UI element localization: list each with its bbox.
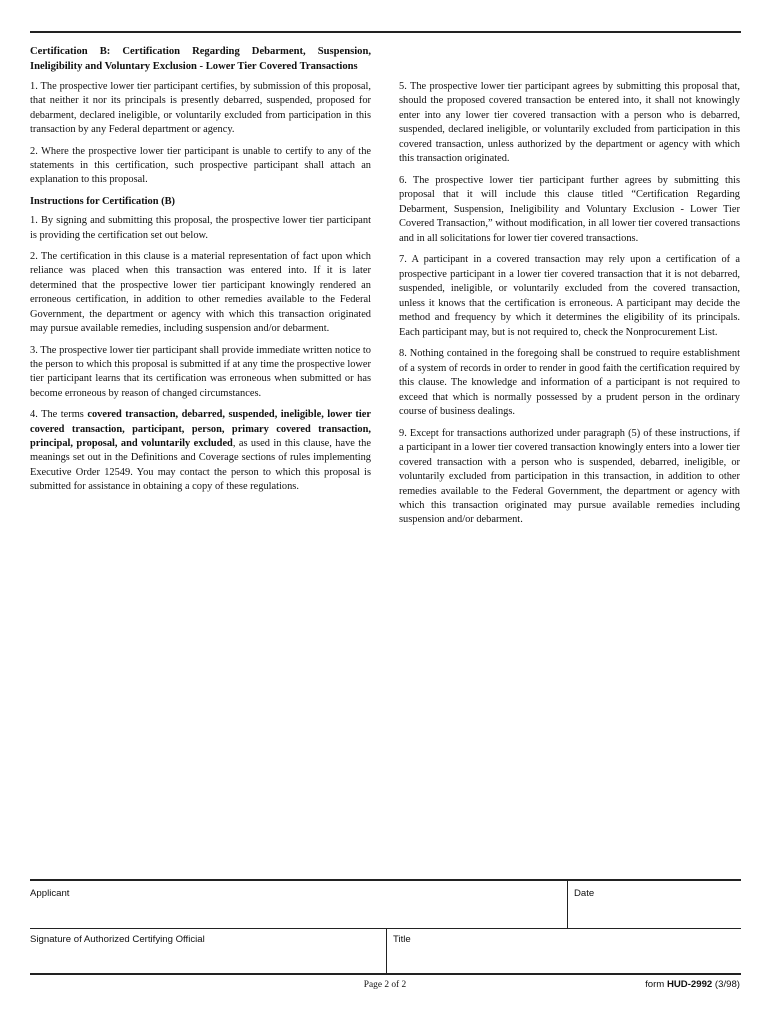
signature-block [30,879,741,975]
instruction-3: 3. The prospective lower tier participant shall provide immediate written notice to the person to which this proposal is submitted if at any time the prospective lower tier participant learns that its certification was erroneous when submitted or has become erroneous by reason of changed circumstances. [30,344,371,399]
instruction-5: 5. The prospective lower tier participant agrees by submitting this proposal that, should the proposed covered transaction be entered into, it shall not knowingly enter into any lower tier covered transaction with a person who is debarred, suspended, declared ineligible, or voluntarily excluded from participation in this covered transaction, unless authorized by the department or agency with which this transaction originated. [399,81,740,165]
signature-field-label: Signature of Authorized Certifying Official [30,934,205,945]
title-field-label: Title [393,934,411,945]
form-id: HUD-2992 [666,979,713,990]
form-identifier [600,979,740,990]
instruction-4 [30,408,371,494]
date-field-label: Date [574,888,595,899]
certification-paragraph-1: 1. The prospective lower tier participant certifies, by submission of this proposal, that neither it nor its principals is presently debarred, suspended, proposed for debarment, declared ineligible, or voluntarily excluded from participation in this transaction by any Federal department or agency. [30,81,371,136]
instruction-4-terms: covered transaction, debarred, suspended, ineligible, lower tier covered transaction, participant, person, primary covered transaction, principal, proposal, and voluntarily excluded [30,409,371,449]
instruction-6: 6. The prospective lower tier participant further agrees by submitting this proposal that it will include this clause titled “Certification Regarding Debarment, Suspension, Ineligibility and Voluntary Exclusion - Lower Tier Covered Transaction,” without modification, in all lower tier covered transactions and in all solicitations for lower tier covered transactions. [399,174,740,244]
instruction-8: 8. Nothing contained in the foregoing shall be construed to require establishment of a system of records in order to render in good faith the certification required by this clause. The knowledge and information of a participant is not required to exceed that which is normally possessed by a prudent person in the ordinary course of business dealings. [399,348,740,418]
instruction-1: 1. By signing and submitting this proposal, the prospective lower tier participant is providing the certification set out below. [30,215,371,241]
applicant-row [30,881,741,929]
applicant-date-divider [567,881,568,928]
form-prefix: form [645,979,667,990]
instruction-4-suffix: , as used in this clause, have the meanings set out in the Definitions and Coverage sections of rules implementing Executive Order 12549. You may contact the person to which this proposal is submitted for assistance in obtaining a copy of these regulations. [30,437,371,493]
left-column [30,44,371,502]
instructions-heading: Instructions for Certification (B) [30,195,175,207]
instruction-7: 7. A participant in a covered transaction may rely upon a certification of a prospective participant in a lower tier covered transaction that it is not debarred, suspended, ineligible, or voluntarily excluded from the covered transaction, unless it knows that the certification is erroneous. A participant may decide the method and frequency by which it determines the eligibility of its principals. Each participant may, but is not required to, check the Nonprocurement List. [399,254,740,338]
certification-b-heading: Certification B: Certification Regarding Debarment, Suspension, Ineligibility and Voluntary Exclusion - Lower Tier Covered Transactions [30,46,371,72]
signature-row [30,929,741,973]
instruction-9: 9. Except for transactions authorized under paragraph (5) of these instructions, if a participant in a lower tier covered transaction knowingly enters into a lower tier covered transaction with a person who is suspended, debarred, ineligible, or voluntarily excluded from participation in this transaction, in addition to other remedies available to the Federal Government, the department or agency with which this transaction originated may pursue available remedies including suspension and/or debarment. [399,427,740,526]
right-column [399,80,740,535]
form-date: (3/98) [712,979,740,990]
instruction-4-prefix: 4. The terms [30,409,88,421]
page-number: Page 2 of 2 [363,980,407,990]
instruction-2: 2. The certification in this clause is a material representation of fact upon which reliance was placed when this transaction was entered into. If it is later determined that the prospective lower tier participant knowingly rendered an erroneous certification, in addition to other remedies available to the Federal Government, the department or agency with which this transaction originated may pursue available remedies, including suspension and/or debarment. [30,251,371,335]
top-rule [30,31,741,33]
certification-paragraph-2: 2. Where the prospective lower tier participant is unable to certify to any of the statements in this certification, such prospective participant shall attach an explanation to this proposal. [30,145,371,186]
signature-title-divider [386,929,387,973]
applicant-field-label: Applicant [30,888,70,899]
